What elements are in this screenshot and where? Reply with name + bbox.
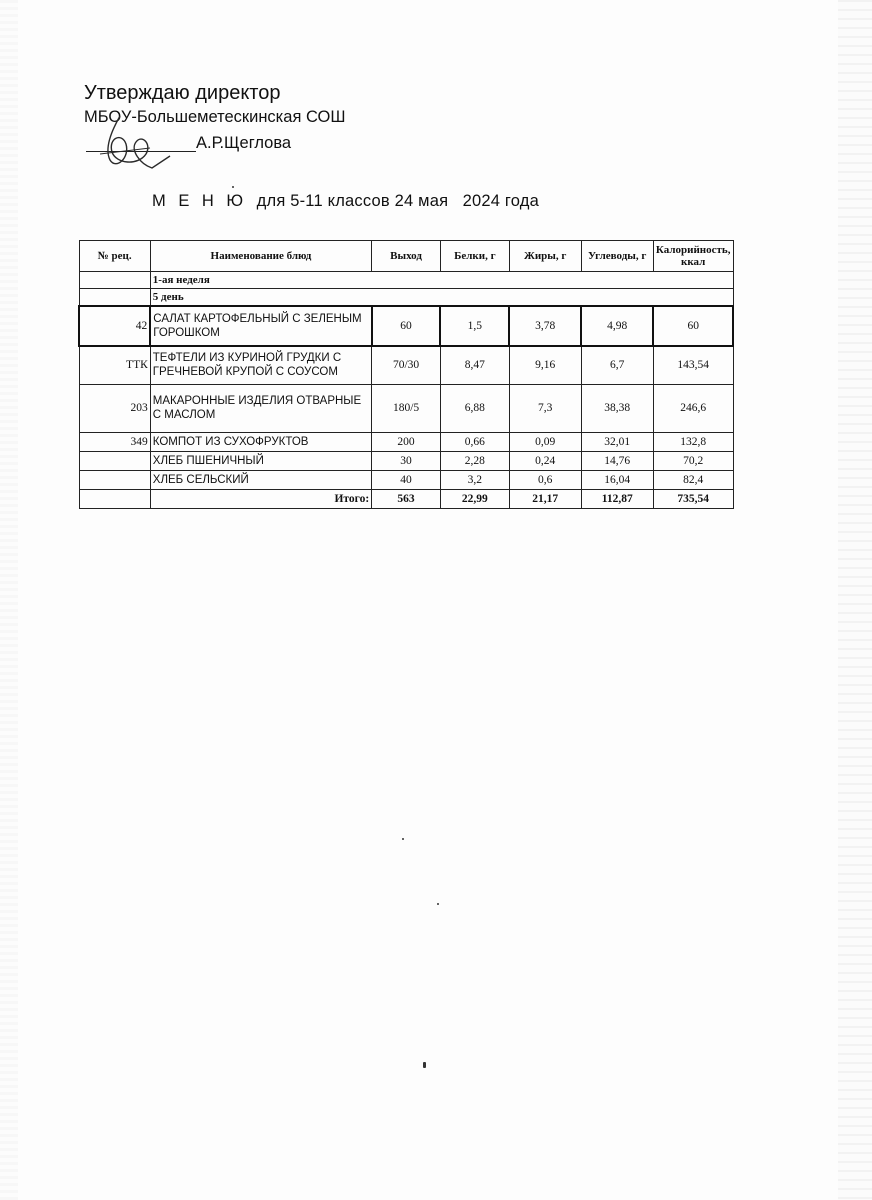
dish-protein: 1,5 [440,306,509,346]
dish-out: 60 [372,306,441,346]
menu-table [78,240,734,509]
menu-title [152,192,539,211]
dish-fat: 7,3 [509,384,581,432]
dish-carbs: 6,7 [581,346,653,384]
day-num-cell [79,289,150,307]
header-name: Наименование блюд [150,241,371,272]
recipe-num [79,470,150,489]
dish-kcal: 143,54 [653,346,733,384]
dish-carbs: 14,76 [581,451,653,470]
table-row [79,346,733,384]
approval-title: Утверждаю директор [84,82,281,104]
total-out: 563 [372,489,441,508]
menu-title-details: для 5-11 классов 24 мая 2024 года [247,192,539,210]
dish-out: 30 [372,451,441,470]
menu-title-word: М Е Н Ю [152,192,248,210]
header-kcal: Калорийность, ккал [653,241,733,272]
recipe-num: 349 [79,432,150,451]
total-label: Итого: [150,489,371,508]
dish-name: КОМПОТ ИЗ СУХОФРУКТОВ [150,432,371,451]
dish-carbs: 38,38 [581,384,653,432]
table-row [79,306,733,346]
recipe-num: 203 [79,384,150,432]
header-out: Выход [372,241,441,272]
dish-protein: 6,88 [440,384,509,432]
day-row [79,289,733,307]
dish-name: МАКАРОННЫЕ ИЗДЕЛИЯ ОТВАРНЫЕ С МАСЛОМ [150,384,371,432]
table-row [79,432,733,451]
scan-speck [402,838,404,840]
dish-fat: 0,09 [509,432,581,451]
table-header-row [79,241,733,272]
dish-name: ТЕФТЕЛИ ИЗ КУРИНОЙ ГРУДКИ С ГРЕЧНЕВОЙ КРУПОЙ С СОУСОМ [150,346,371,384]
dish-kcal: 82,4 [653,470,733,489]
dish-kcal: 132,8 [653,432,733,451]
dish-fat: 9,16 [509,346,581,384]
director-name: А.Р.Щеглова [196,134,292,152]
school-name: МБОУ-Большеметескинская СОШ [84,108,346,126]
dish-protein: 0,66 [440,432,509,451]
header-carbs: Углеводы, г [581,241,653,272]
dish-kcal: 246,6 [653,384,733,432]
dish-carbs: 4,98 [581,306,653,346]
total-carbs: 112,87 [581,489,653,508]
header-protein: Белки, г [440,241,509,272]
table-row [79,470,733,489]
total-row [79,489,733,508]
recipe-num: 42 [79,306,150,346]
week-num-cell [79,272,150,289]
dish-out: 200 [372,432,441,451]
total-protein: 22,99 [440,489,509,508]
recipe-num: ТТК [79,346,150,384]
scan-edge-left [0,0,18,1200]
dish-out: 70/30 [372,346,441,384]
header-fat: Жиры, г [509,241,581,272]
dish-protein: 8,47 [440,346,509,384]
dish-protein: 2,28 [440,451,509,470]
table-row [79,384,733,432]
dish-kcal: 70,2 [653,451,733,470]
dish-fat: 3,78 [509,306,581,346]
total-num-cell [79,489,150,508]
dish-name: ХЛЕБ ПШЕНИЧНЫЙ [150,451,371,470]
scan-speck [437,903,439,905]
dish-out: 180/5 [372,384,441,432]
scan-edge-right [838,0,872,1200]
handwritten-signature [90,108,180,178]
dish-out: 40 [372,470,441,489]
header-num: № рец. [79,241,150,272]
scan-speck [232,186,234,188]
scan-speck [423,1062,426,1068]
dish-fat: 0,6 [509,470,581,489]
dish-name: ХЛЕБ СЕЛЬСКИЙ [150,470,371,489]
day-label: 5 день [150,289,733,307]
dish-protein: 3,2 [440,470,509,489]
dish-name: САЛАТ КАРТОФЕЛЬНЫЙ С ЗЕЛЕНЫМ ГОРОШКОМ [150,306,371,346]
week-label: 1-ая неделя [150,272,733,289]
recipe-num [79,451,150,470]
dish-kcal: 60 [653,306,733,346]
table-row [79,451,733,470]
dish-fat: 0,24 [509,451,581,470]
dish-carbs: 16,04 [581,470,653,489]
total-fat: 21,17 [509,489,581,508]
week-row [79,272,733,289]
dish-carbs: 32,01 [581,432,653,451]
total-kcal: 735,54 [653,489,733,508]
